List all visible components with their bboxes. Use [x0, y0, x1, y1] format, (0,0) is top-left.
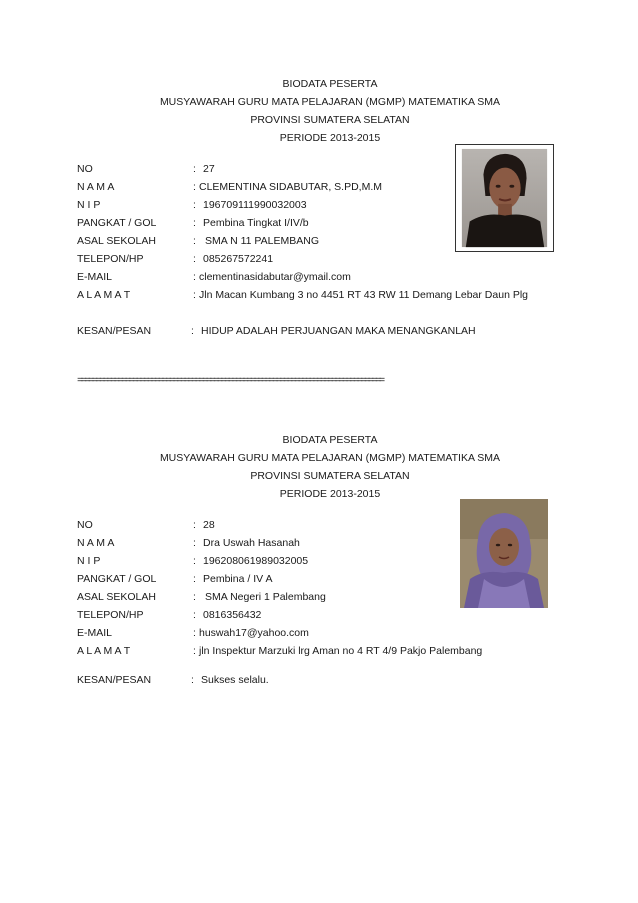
portrait-image — [460, 499, 548, 608]
header-period: PERIODE 2013-2015 — [279, 132, 381, 144]
portrait-image — [456, 145, 553, 251]
header-event: MUSYAWARAH GURU MATA PELAJARAN (MGMP) MATEMATIKA SMA — [159, 96, 501, 108]
header-period: PERIODE 2013-2015 — [279, 488, 381, 500]
record-divider: =================================================================================== — [77, 375, 383, 387]
participant-photo — [455, 144, 554, 252]
header-event: MUSYAWARAH GURU MATA PELAJARAN (MGMP) MATEMATIKA SMA — [159, 452, 501, 464]
header-title: BIODATA PESERTA — [282, 434, 378, 446]
header-province: PROVINSI SUMATERA SELATAN — [250, 470, 410, 482]
header-province: PROVINSI SUMATERA SELATAN — [250, 114, 410, 126]
participant-photo — [460, 499, 548, 608]
header-title: BIODATA PESERTA — [282, 78, 378, 90]
